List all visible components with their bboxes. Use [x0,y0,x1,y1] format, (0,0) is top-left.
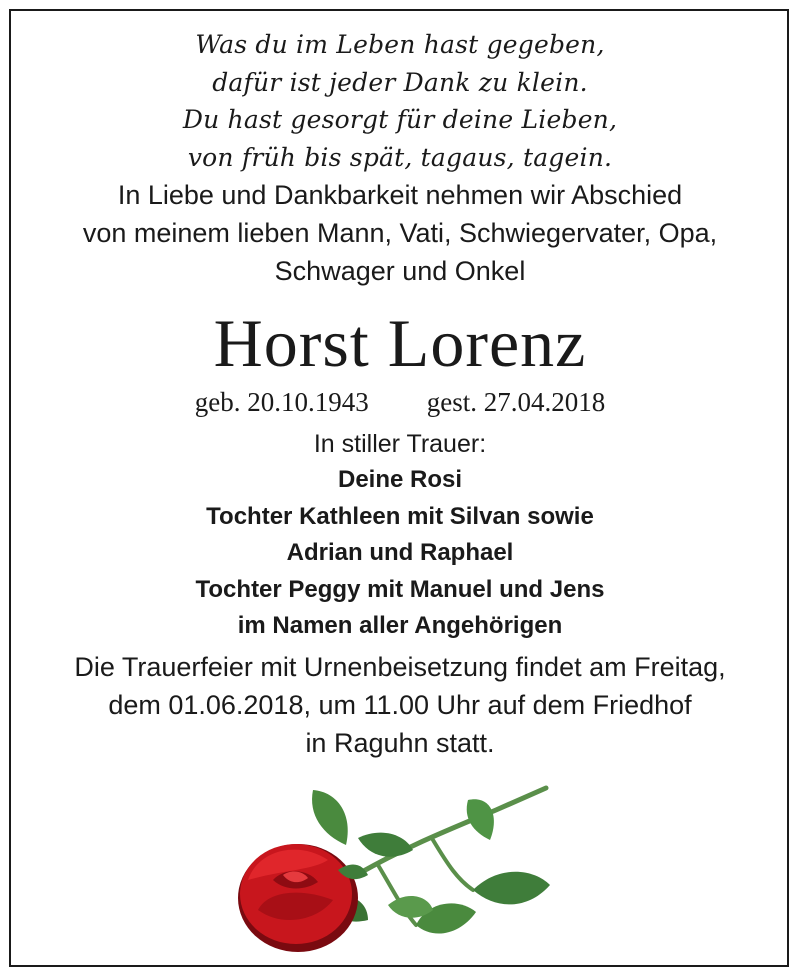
intro-line: von meinem lieben Mann, Vati, Schwiegervater, Opa, [82,218,718,248]
mourners-list [0,462,800,645]
funeral-line: dem 01.06.2018, um 11.00 Uhr auf dem Friedhof [108,690,692,720]
rose-leaf [312,790,348,845]
poem-line: Du hast gesorgt für deine Lieben, [182,105,618,134]
mourning-label: In stiller Trauer: [313,430,487,458]
funeral-line: in Raguhn statt. [305,728,495,758]
funeral-notice [0,648,800,762]
intro-line: In Liebe und Dankbarkeit nehmen wir Abschied [117,180,683,210]
life-dates [0,385,800,419]
rose-illustration [228,770,568,960]
rose-leaf [467,799,494,840]
mourner-line: Tochter Kathleen mit Silvan sowie [206,502,594,530]
farewell-intro [0,176,800,290]
mourner-line: Adrian und Raphael [286,539,514,566]
poem-line: dafür ist jeder Dank zu klein. [212,67,588,97]
memorial-poem [0,26,800,176]
mourner-line: Deine Rosi [337,466,463,493]
mourner-line: im Namen aller Angehörigen [237,612,563,639]
deceased-name: Horst Lorenz [213,305,587,381]
death-date: gest. 27.04.2018 [426,387,606,417]
rose-stem-branch [433,840,473,890]
poem-line: Was du im Leben hast gegeben, [195,30,605,59]
rose-leaf [473,872,550,905]
poem-line: von früh bis spät, tagaus, tagein. [187,142,613,172]
funeral-line: Die Trauerfeier mit Urnenbeisetzung findet am Freitag, [74,652,726,682]
mourner-line: Tochter Peggy mit Manuel und Jens [195,575,605,603]
intro-line: Schwager und Onkel [274,256,526,286]
birth-date: geb. 20.10.1943 [194,387,369,417]
rose-leaf [358,833,413,857]
